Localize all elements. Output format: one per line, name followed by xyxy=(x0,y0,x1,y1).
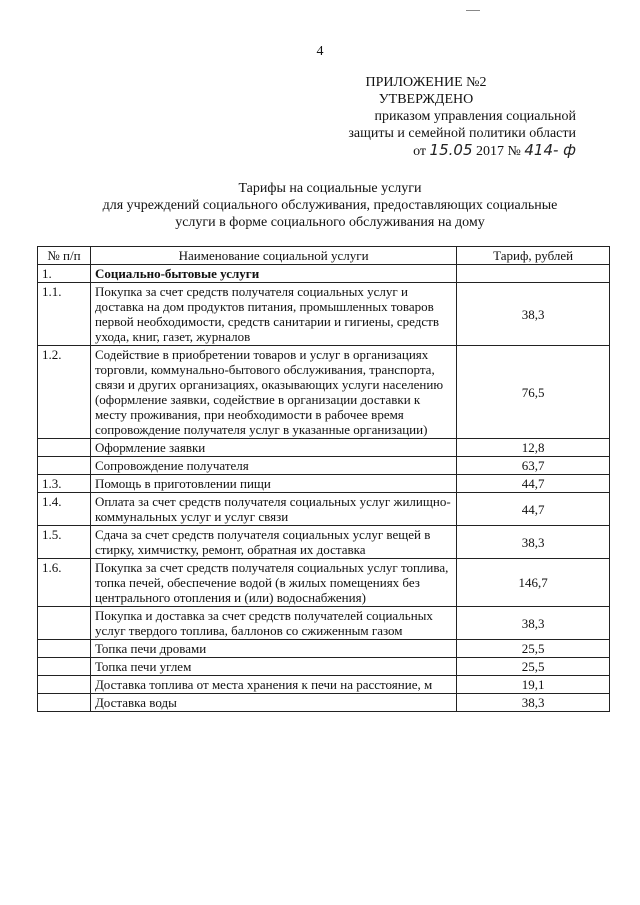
scan-mark xyxy=(466,10,480,11)
row-tariff xyxy=(457,265,610,283)
header-tariff: Тариф, рублей xyxy=(457,247,610,265)
row-name: Помощь в приготовлении пищи xyxy=(90,475,456,493)
row-tariff: 76,5 xyxy=(457,346,610,439)
table-row xyxy=(38,346,610,439)
row-tariff: 25,5 xyxy=(457,640,610,658)
table-row xyxy=(38,439,610,457)
handwritten-number: 414- ф xyxy=(524,141,576,159)
table-row xyxy=(38,694,610,712)
table-row xyxy=(38,493,610,526)
header-num: № п/п xyxy=(38,247,91,265)
row-tariff: 38,3 xyxy=(457,607,610,640)
row-num xyxy=(38,694,91,712)
title-line-2: для учреждений социального обслуживания, предоставляющих социальные xyxy=(102,198,558,213)
row-name: Покупка и доставка за счет средств получателей социальных услуг твердого топлива, баллонов со сжиженным газом xyxy=(90,607,456,640)
row-name: Покупка за счет средств получателя социальных услуг и доставка на дом продуктов питания, промышленных товаров первой необходимости, средств санитарии и гигиены, средств ухода, книг, газет, журналов xyxy=(90,283,456,346)
row-tariff: 146,7 xyxy=(457,559,610,607)
row-num: 1.3. xyxy=(38,475,91,493)
row-num xyxy=(38,607,91,640)
row-num xyxy=(38,676,91,694)
row-tariff: 19,1 xyxy=(457,676,610,694)
table-row xyxy=(38,457,610,475)
row-tariff: 38,3 xyxy=(457,526,610,559)
row-tariff: 12,8 xyxy=(457,439,610,457)
row-name: Доставка воды xyxy=(90,694,456,712)
row-tariff: 25,5 xyxy=(457,658,610,676)
row-num: 1.4. xyxy=(38,493,91,526)
row-name: Топка печи дровами xyxy=(90,640,456,658)
row-num xyxy=(38,439,91,457)
header-name: Наименование социальной услуги xyxy=(90,247,456,265)
row-name: Сопровождение получателя xyxy=(90,457,456,475)
row-tariff: 38,3 xyxy=(457,283,610,346)
order-line-1: приказом управления социальной xyxy=(374,109,576,124)
approved-label: УТВЕРЖДЕНО xyxy=(378,92,474,107)
row-name: Оформление заявки xyxy=(90,439,456,457)
row-num: 1.5. xyxy=(38,526,91,559)
title-line-1: Тарифы на социальные услуги xyxy=(238,181,422,196)
row-name: Топка печи углем xyxy=(90,658,456,676)
table-row xyxy=(38,640,610,658)
row-tariff: 63,7 xyxy=(457,457,610,475)
document-title xyxy=(60,180,600,231)
title-line-3: услуги в форме социального обслуживания на дому xyxy=(175,215,485,230)
row-num: 1.6. xyxy=(38,559,91,607)
date-prefix: от xyxy=(413,144,427,159)
page-number: 4 xyxy=(316,44,324,59)
table-header-row xyxy=(38,247,610,265)
table-row xyxy=(38,475,610,493)
table-row xyxy=(38,607,610,640)
table-row xyxy=(38,559,610,607)
row-name: Покупка за счет средств получателя социальных услуг топлива, топка печей, обеспечение водой (в жилых помещениях без центрального отопления и (или) водоснабжения) xyxy=(90,559,456,607)
row-tariff: 44,7 xyxy=(457,493,610,526)
row-tariff: 44,7 xyxy=(457,475,610,493)
table-row xyxy=(38,283,610,346)
appendix-label: ПРИЛОЖЕНИЕ №2 xyxy=(365,75,487,90)
table-row xyxy=(38,265,610,283)
order-year: 2017 № xyxy=(476,144,521,159)
row-name: Доставка топлива от места хранения к печи на расстояние, м xyxy=(90,676,456,694)
approval-block xyxy=(276,74,576,160)
table-row xyxy=(38,526,610,559)
row-num xyxy=(38,640,91,658)
table-row xyxy=(38,658,610,676)
table-row xyxy=(38,676,610,694)
order-date-line xyxy=(276,142,576,160)
tariff-table xyxy=(37,246,610,712)
row-num xyxy=(38,457,91,475)
row-num: 1.2. xyxy=(38,346,91,439)
row-num xyxy=(38,658,91,676)
row-name: Социально-бытовые услуги xyxy=(90,265,456,283)
row-num: 1. xyxy=(38,265,91,283)
handwritten-date: 15.05 xyxy=(429,141,473,159)
row-tariff: 38,3 xyxy=(457,694,610,712)
order-line-2: защиты и семейной политики области xyxy=(348,126,576,141)
row-num: 1.1. xyxy=(38,283,91,346)
table-body xyxy=(38,265,610,712)
row-name: Сдача за счет средств получателя социальных услуг вещей в стирку, химчистку, ремонт, обратная их доставка xyxy=(90,526,456,559)
row-name: Оплата за счет средств получателя социальных услуг жилищно-коммунальных услуг и услуг связи xyxy=(90,493,456,526)
row-name: Содействие в приобретении товаров и услуг в организациях торговли, коммунально-бытового обслуживания, транспорта, связи и других организациях, оказывающих услуги населению (оформление заявки, содействие в организации доставки к месту проживания, при необходимости в рабочее время сопровождение получателя услуг в указанные организации) xyxy=(90,346,456,439)
